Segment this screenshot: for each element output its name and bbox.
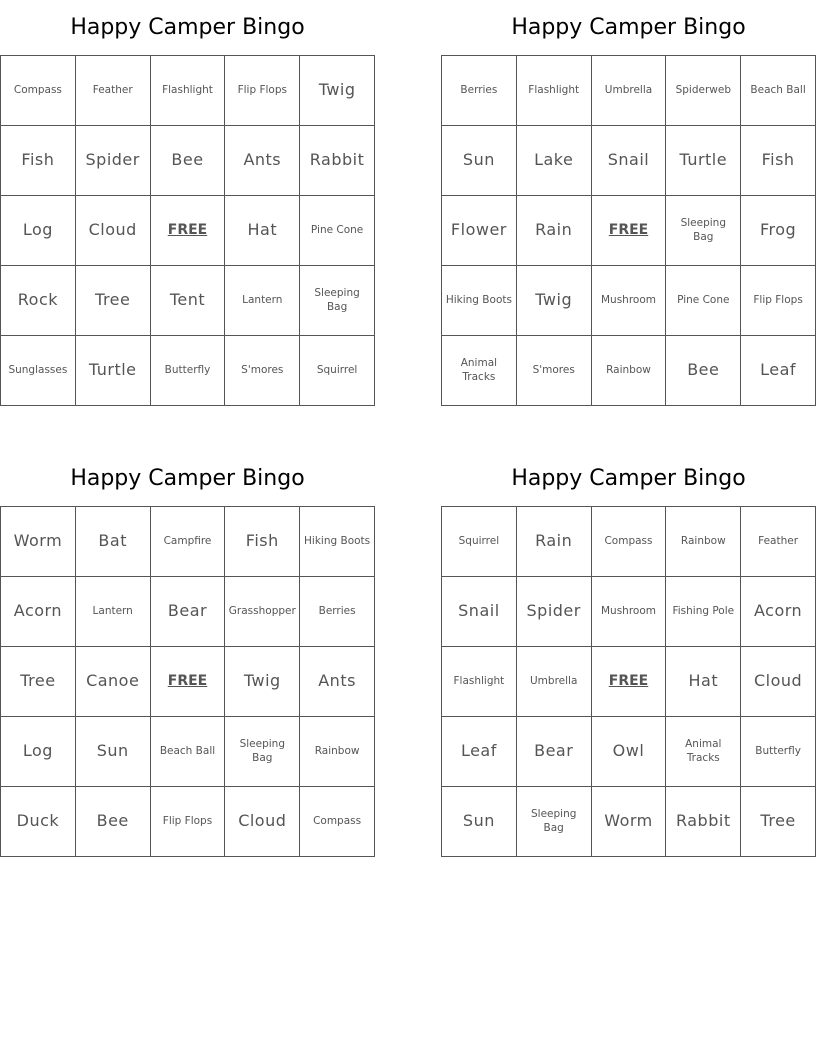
bingo-cell: Pine Cone <box>666 266 741 336</box>
bingo-cell: Rabbit <box>666 787 741 857</box>
bingo-cell: Ants <box>225 126 300 196</box>
bingo-cell: Butterfly <box>150 336 225 406</box>
bingo-cell: Grasshopper <box>225 577 300 647</box>
bingo-cell: Worm <box>1 507 76 577</box>
bingo-cell: Worm <box>591 787 666 857</box>
card-title: Happy Camper Bingo <box>70 466 305 491</box>
bingo-cell: Lantern <box>75 577 150 647</box>
bingo-cell: Umbrella <box>591 56 666 126</box>
bingo-cell: Squirrel <box>300 336 375 406</box>
grid-row <box>1 196 375 266</box>
bingo-cell: Fish <box>1 126 76 196</box>
bingo-cell: Fish <box>225 507 300 577</box>
bingo-cell: Bear <box>150 577 225 647</box>
bingo-cell: Tree <box>1 647 76 717</box>
bingo-cell: Turtle <box>666 126 741 196</box>
bingo-cell: Animal Tracks <box>442 336 517 406</box>
bingo-cell: Bee <box>666 336 741 406</box>
bingo-cell: Flashlight <box>150 56 225 126</box>
grid-row <box>1 507 375 577</box>
grid-row <box>1 266 375 336</box>
bingo-card-3 <box>0 451 375 857</box>
bingo-cell: Compass <box>1 56 76 126</box>
bingo-cell: Fishing Pole <box>666 577 741 647</box>
card-title: Happy Camper Bingo <box>511 466 746 491</box>
bingo-cell: Cloud <box>225 787 300 857</box>
bingo-cell: Umbrella <box>516 647 591 717</box>
bingo-cell: Bee <box>150 126 225 196</box>
bingo-cell: Ants <box>300 647 375 717</box>
bingo-cell: Feather <box>741 507 816 577</box>
bingo-cell: Tree <box>75 266 150 336</box>
bingo-cell: Flip Flops <box>150 787 225 857</box>
bingo-cell: Sleeping Bag <box>225 717 300 787</box>
bingo-cell: Squirrel <box>442 507 517 577</box>
bingo-cell: Lake <box>516 126 591 196</box>
bingo-cell: Feather <box>75 56 150 126</box>
bingo-cell: Cloud <box>75 196 150 266</box>
bingo-grid <box>441 55 816 406</box>
bingo-cell: Sun <box>75 717 150 787</box>
grid-row <box>442 56 816 126</box>
bingo-cell: Flashlight <box>442 647 517 717</box>
grid-row <box>442 507 816 577</box>
bingo-cell: Sleeping Bag <box>516 787 591 857</box>
bingo-cell: Hiking Boots <box>442 266 517 336</box>
bingo-cell: Spider <box>75 126 150 196</box>
grid-row <box>442 787 816 857</box>
bingo-cell: Lantern <box>225 266 300 336</box>
bingo-cell: Twig <box>516 266 591 336</box>
bingo-card-1 <box>0 0 375 406</box>
bingo-cell: Butterfly <box>741 717 816 787</box>
bingo-cell: Twig <box>300 56 375 126</box>
grid-row <box>442 266 816 336</box>
bingo-cell: Hiking Boots <box>300 507 375 577</box>
bingo-card-4 <box>441 451 816 857</box>
card-title: Happy Camper Bingo <box>70 15 305 40</box>
bingo-cell: Cloud <box>741 647 816 717</box>
grid-row <box>1 717 375 787</box>
grid-row <box>442 717 816 787</box>
bingo-cell: Flower <box>442 196 517 266</box>
free-space-cell: FREE <box>150 196 225 266</box>
bingo-cell: Rainbow <box>666 507 741 577</box>
bingo-cell: Flip Flops <box>225 56 300 126</box>
bingo-cell: Beach Ball <box>741 56 816 126</box>
bingo-cell: Sleeping Bag <box>300 266 375 336</box>
bingo-cell: Mushroom <box>591 266 666 336</box>
bingo-cell: S'mores <box>516 336 591 406</box>
free-space-cell: FREE <box>150 647 225 717</box>
grid-row <box>1 647 375 717</box>
bingo-cell: Hat <box>225 196 300 266</box>
bingo-cell: Animal Tracks <box>666 717 741 787</box>
bingo-cell: Log <box>1 196 76 266</box>
bingo-cell: Acorn <box>1 577 76 647</box>
bingo-cell: Spiderweb <box>666 56 741 126</box>
grid-row <box>1 336 375 406</box>
bingo-cell: Berries <box>300 577 375 647</box>
bingo-cell: Rainbow <box>300 717 375 787</box>
bingo-grid <box>0 506 375 857</box>
bingo-cell: Snail <box>442 577 517 647</box>
bingo-cell: Sun <box>442 787 517 857</box>
bingo-cell: Bee <box>75 787 150 857</box>
bingo-cell: Pine Cone <box>300 196 375 266</box>
bingo-cell: Log <box>1 717 76 787</box>
bingo-cell: Berries <box>442 56 517 126</box>
bingo-cell: Twig <box>225 647 300 717</box>
bingo-cell: Sunglasses <box>1 336 76 406</box>
bingo-cell: Campfire <box>150 507 225 577</box>
bingo-cell: Rain <box>516 196 591 266</box>
bingo-cell: Spider <box>516 577 591 647</box>
bingo-cell: Beach Ball <box>150 717 225 787</box>
bingo-cell: Tent <box>150 266 225 336</box>
bingo-cell: Mushroom <box>591 577 666 647</box>
bingo-cell: Compass <box>300 787 375 857</box>
grid-row <box>442 126 816 196</box>
card-title: Happy Camper Bingo <box>511 15 746 40</box>
bingo-cell: Rock <box>1 266 76 336</box>
bingo-cell: Flip Flops <box>741 266 816 336</box>
free-space-cell: FREE <box>591 647 666 717</box>
bingo-cell: Rain <box>516 507 591 577</box>
bingo-card-2 <box>441 0 816 406</box>
bingo-cell: Turtle <box>75 336 150 406</box>
grid-row <box>1 56 375 126</box>
bingo-cell: Snail <box>591 126 666 196</box>
bingo-cell: Sleeping Bag <box>666 196 741 266</box>
grid-row <box>1 787 375 857</box>
bingo-cell: Duck <box>1 787 76 857</box>
grid-row <box>442 196 816 266</box>
grid-row <box>1 126 375 196</box>
grid-row <box>442 336 816 406</box>
bingo-cell: Flashlight <box>516 56 591 126</box>
bingo-cell: Frog <box>741 196 816 266</box>
grid-row <box>1 577 375 647</box>
bingo-cell: Owl <box>591 717 666 787</box>
bingo-cell: Compass <box>591 507 666 577</box>
bingo-cell: Tree <box>741 787 816 857</box>
bingo-cell: Rabbit <box>300 126 375 196</box>
bingo-cell: Canoe <box>75 647 150 717</box>
bingo-cell: Acorn <box>741 577 816 647</box>
bingo-grid <box>0 55 375 406</box>
bingo-grid <box>441 506 816 857</box>
bingo-cell: Bear <box>516 717 591 787</box>
bingo-cell: S'mores <box>225 336 300 406</box>
bingo-cell: Leaf <box>442 717 517 787</box>
bingo-cell: Rainbow <box>591 336 666 406</box>
free-space-cell: FREE <box>591 196 666 266</box>
grid-row <box>442 647 816 717</box>
bingo-cell: Leaf <box>741 336 816 406</box>
bingo-cell: Bat <box>75 507 150 577</box>
grid-row <box>442 577 816 647</box>
bingo-cell: Hat <box>666 647 741 717</box>
bingo-cell: Sun <box>442 126 517 196</box>
bingo-cell: Fish <box>741 126 816 196</box>
